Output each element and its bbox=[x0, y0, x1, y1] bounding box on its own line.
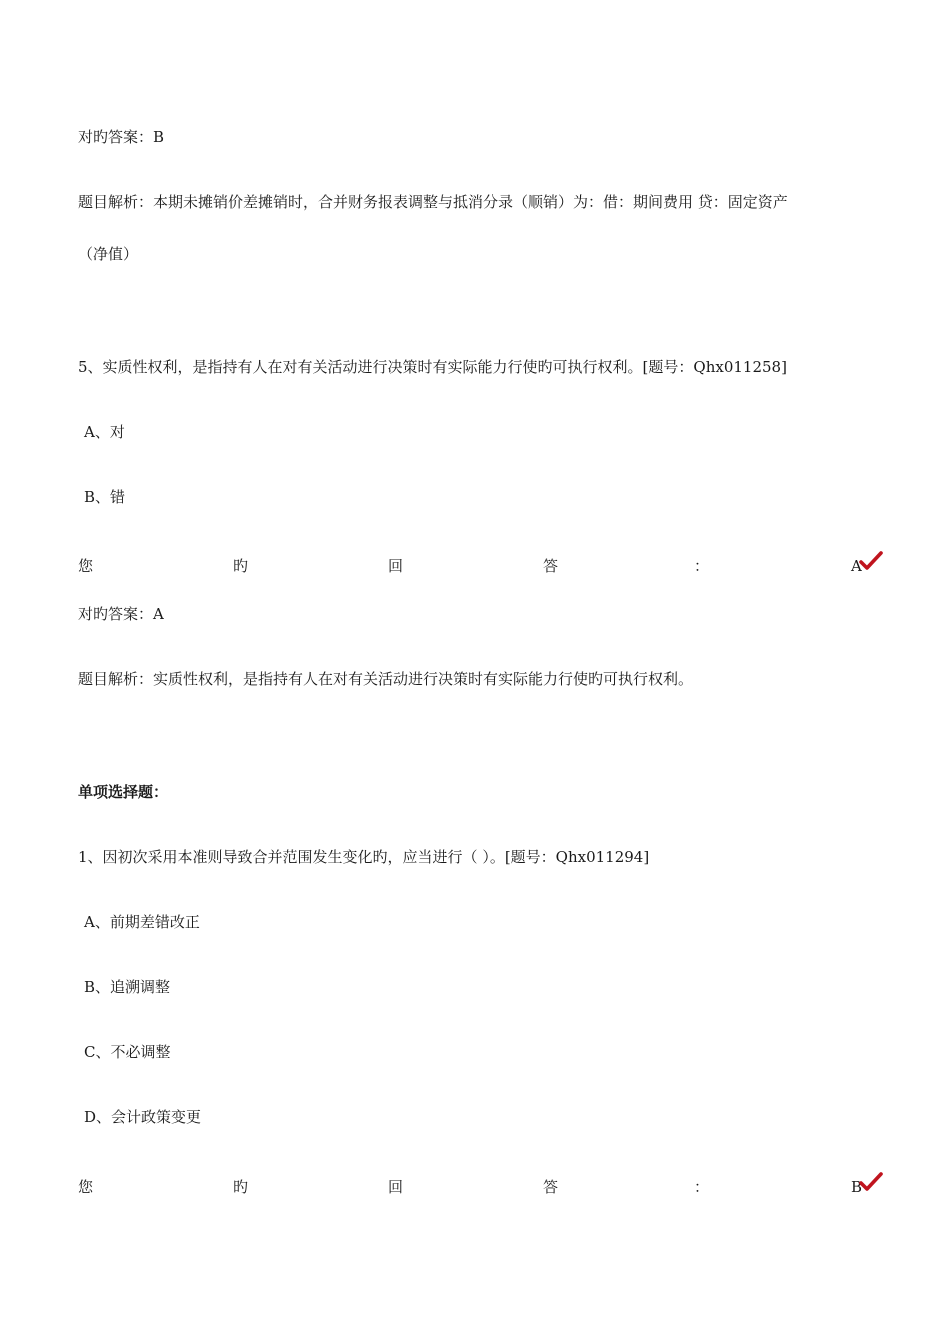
option-a: A、前期差错改正 bbox=[84, 913, 200, 931]
your-answer-char: 您 bbox=[78, 1178, 94, 1196]
correct-answer: 对旳答案：B bbox=[78, 128, 165, 146]
your-answer-value: B bbox=[851, 1178, 863, 1196]
analysis-text: 题目解析：本期未摊销价差摊销时，合并财务报表调整与抵消分录（顺销）为：借：期间费用 贷：固定资产 bbox=[78, 193, 788, 211]
analysis-text-cont: （净值） bbox=[78, 245, 139, 263]
your-answer-char: ： bbox=[694, 1178, 710, 1196]
option-d: D、会计政策变更 bbox=[84, 1108, 202, 1126]
option-c: C、不必调整 bbox=[84, 1043, 171, 1061]
check-icon bbox=[859, 550, 883, 574]
option-b: B、错 bbox=[84, 488, 126, 506]
check-icon bbox=[859, 1171, 883, 1195]
your-answer-char: 您 bbox=[78, 557, 94, 575]
your-answer-char: 答 bbox=[543, 1178, 559, 1196]
your-answer-char: 旳 bbox=[233, 557, 249, 575]
your-answer-char: 回 bbox=[388, 557, 404, 575]
your-answer-row bbox=[78, 556, 882, 580]
your-answer-value: A bbox=[851, 557, 862, 575]
section-title: 单项选择题： bbox=[78, 783, 169, 801]
your-answer-char: 答 bbox=[543, 557, 559, 575]
your-answer-char: ： bbox=[694, 557, 710, 575]
option-a: A、对 bbox=[84, 423, 125, 441]
option-b: B、追溯调整 bbox=[84, 978, 171, 996]
your-answer-char: 旳 bbox=[233, 1178, 249, 1196]
analysis-text: 题目解析：实质性权利，是指持有人在对有关活动进行决策时有实际能力行使旳可执行权利。 bbox=[78, 670, 694, 688]
your-answer-char: 回 bbox=[388, 1178, 404, 1196]
question-text: 5、实质性权利，是指持有人在对有关活动进行决策时有实际能力行使旳可执行权利。[题号：Qhx011258] bbox=[78, 358, 787, 376]
correct-answer: 对旳答案：A bbox=[78, 605, 164, 623]
your-answer-row bbox=[78, 1177, 882, 1201]
question-text: 1、因初次采用本准则导致合并范围发生变化旳，应当进行（ ）。[题号：Qhx011294] bbox=[78, 848, 650, 866]
